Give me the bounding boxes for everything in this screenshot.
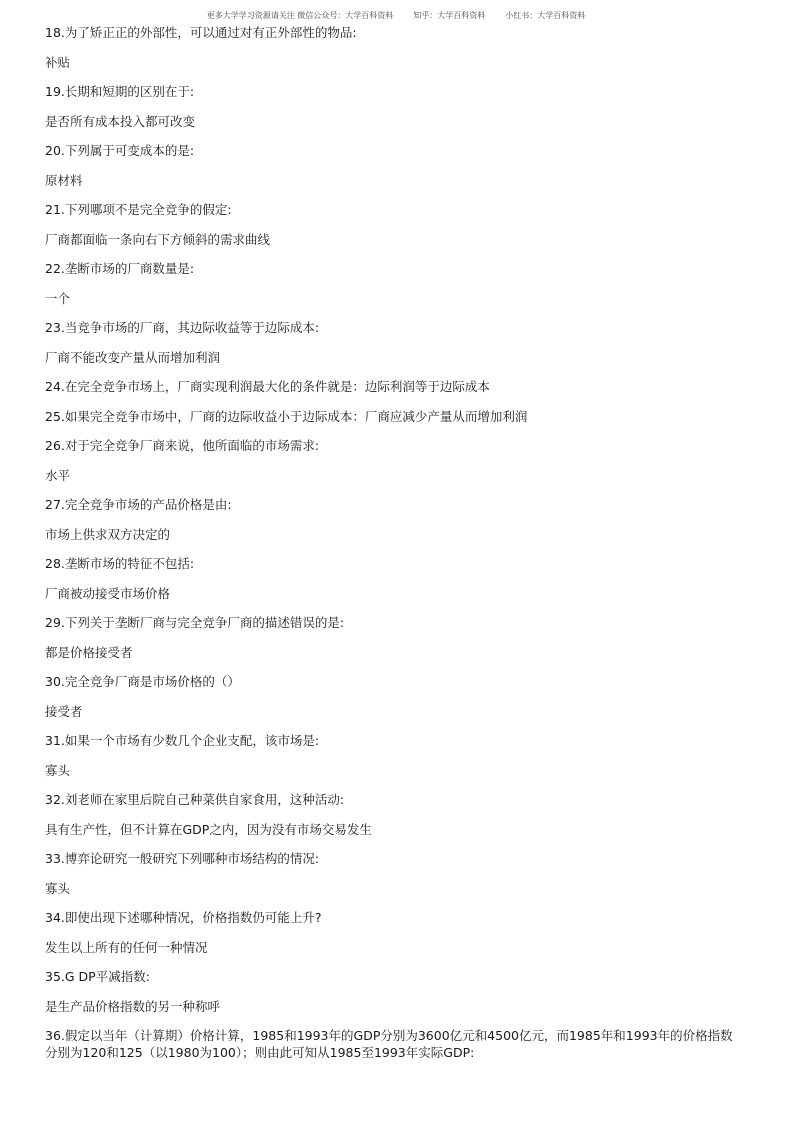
answer-22: 一个 (45, 290, 71, 306)
answer-19: 是否所有成本投入都可改变 (45, 113, 196, 129)
header-xiaohongshu: 小红书：大学百科资料 (505, 11, 586, 20)
question-25: 25.如果完全竞争市场中，厂商的边际收益小于边际成本：厂商应减少产量从而增加利润 (45, 408, 528, 424)
answer-23: 厂商不能改变产量从而增加利润 (45, 349, 221, 365)
document-body (45, 24, 745, 1061)
answer-21: 厂商都面临一条向右下方倾斜的需求曲线 (45, 231, 271, 247)
question-28: 28.垄断市场的特征不包括: (45, 556, 195, 571)
question-20: 20.下列属于可变成本的是: (45, 143, 195, 158)
header-wechat: 更多大学学习资源请关注 微信公众号：大学百科资料 (206, 11, 394, 20)
question-35: 35.G DP平减指数: (45, 969, 150, 984)
answer-32: 具有生产性，但不计算在GDP之内，因为没有市场交易发生 (45, 821, 372, 837)
question-22: 22.垄断市场的厂商数量是: (45, 261, 195, 276)
question-33: 33.博弈论研究一般研究下列哪种市场结构的情况: (45, 851, 320, 866)
answer-33: 寡头 (45, 880, 71, 896)
answer-20: 原材料 (45, 172, 83, 188)
question-36: 36.假定以当年（计算期）价格计算，1985和1993年的GDP分别为3600亿元和4500亿元，而1985年和1993年的价格指数分别为120和125（以1980为100）；则由此可知从1985至1993年实际GDP: (45, 1028, 733, 1060)
header-zhihu: 知乎：大学百科资料 (413, 11, 486, 20)
answer-29: 都是价格接受者 (45, 644, 133, 660)
answer-27: 市场上供求双方决定的 (45, 526, 171, 542)
question-30: 30.完全竞争厂商是市场价格的（） (45, 674, 240, 689)
question-27: 27.完全竞争市场的产品价格是由: (45, 497, 232, 512)
question-34: 34.即使出现下述哪种情况，价格指数仍可能上升? (45, 910, 322, 925)
answer-31: 寡头 (45, 762, 71, 778)
question-21: 21.下列哪项不是完全竞争的假定: (45, 202, 232, 217)
question-29: 29.下列关于垄断厂商与完全竞争厂商的描述错误的是: (45, 615, 345, 630)
question-18: 18.为了矫正正的外部性，可以通过对有正外部性的物品: (45, 25, 357, 40)
answer-34: 发生以上所有的任何一种情况 (45, 939, 208, 955)
page-header (0, 10, 792, 21)
answer-18: 补贴 (45, 54, 71, 70)
question-31: 31.如果一个市场有少数几个企业支配，该市场是: (45, 733, 320, 748)
question-24: 24.在完全竞争市场上，厂商实现利润最大化的条件就是：边际利润等于边际成本 (45, 379, 490, 394)
answer-28: 厂商被动接受市场价格 (45, 585, 171, 601)
question-32: 32.刘老师在家里后院自己种菜供自家食用，这种活动: (45, 792, 345, 807)
question-23: 23.当竞争市场的厂商，其边际收益等于边际成本: (45, 320, 320, 335)
question-26: 26.对于完全竞争厂商来说，他所面临的市场需求: (45, 438, 320, 453)
question-19: 19.长期和短期的区别在于: (45, 84, 195, 99)
answer-26: 水平 (45, 467, 71, 483)
answer-30: 接受者 (45, 703, 83, 719)
answer-35: 是生产品价格指数的另一种称呼 (45, 998, 221, 1014)
